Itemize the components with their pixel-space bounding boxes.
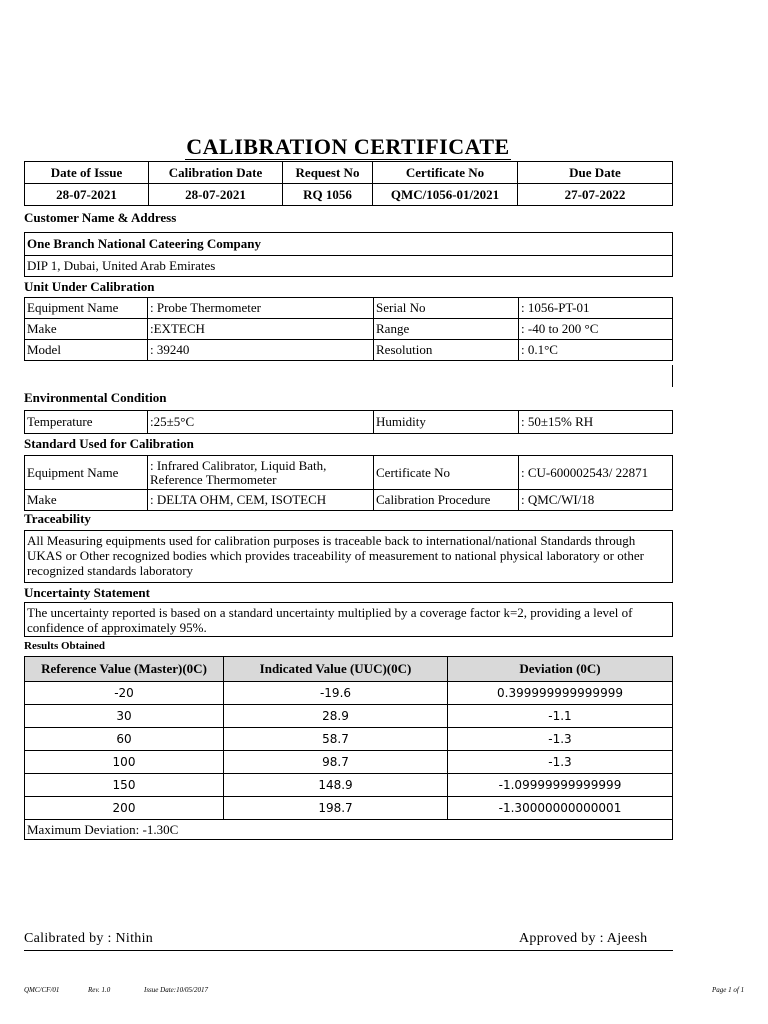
uuc-label: Range (374, 319, 519, 340)
certificate-no-label: Certificate No (373, 162, 518, 184)
standard-label: Make (25, 490, 148, 511)
reference-value-cell: 100 (25, 751, 224, 774)
revision: Rev. 1.0 (88, 986, 111, 994)
certificate-no-value: QMC/1056-01/2021 (373, 184, 518, 206)
standard-row (25, 456, 673, 490)
due-date-label: Due Date (518, 162, 673, 184)
uuc-label: Serial No (374, 298, 519, 319)
standard-label: Equipment Name (25, 456, 148, 490)
indicated-value-cell: -19.6 (224, 682, 448, 705)
uuc-row (25, 340, 673, 361)
issue-date: Issue Date:10/05/2017 (144, 986, 208, 994)
reference-value-cell: -20 (25, 682, 224, 705)
calibration-date-value: 28-07-2021 (149, 184, 283, 206)
uuc-right-border-extension (672, 365, 673, 387)
approved-by: Approved by : Ajeesh (519, 931, 648, 946)
header-values-row (25, 184, 673, 206)
customer-table (24, 232, 673, 277)
deviation-cell: -1.1 (448, 705, 673, 728)
uuc-value: : 1056-PT-01 (519, 298, 673, 319)
customer-name: One Branch National Cateering Company (25, 233, 673, 256)
standard-row (25, 490, 673, 511)
temperature-label: Temperature (25, 411, 148, 434)
uuc-value: : 0.1°C (519, 340, 673, 361)
indicated-value-cell: 148.9 (224, 774, 448, 797)
uuc-value: :EXTECH (148, 319, 374, 340)
reference-value-header: Reference Value (Master)(0C) (25, 657, 224, 682)
deviation-cell: -1.30000000000001 (448, 797, 673, 820)
standard-value: : QMC/WI/18 (519, 490, 673, 511)
standard-label: Certificate No (374, 456, 519, 490)
uuc-label: Resolution (374, 340, 519, 361)
uuc-table (24, 297, 673, 361)
uuc-value: : Probe Thermometer (148, 298, 374, 319)
uuc-row (25, 319, 673, 340)
uuc-label: Make (25, 319, 148, 340)
max-deviation-row (25, 820, 673, 840)
customer-address: DIP 1, Dubai, United Arab Emirates (25, 256, 673, 277)
form-code: QMC/CF/01 (24, 986, 60, 994)
calibrated-by: Calibrated by : Nithin (24, 931, 154, 946)
standard-label: Calibration Procedure (374, 490, 519, 511)
date-of-issue-value: 28-07-2021 (25, 184, 149, 206)
customer-section-label: Customer Name & Address (24, 210, 177, 225)
deviation-header: Deviation (0C) (448, 657, 673, 682)
request-no-label: Request No (283, 162, 373, 184)
table-row (25, 728, 673, 751)
uuc-label: Model (25, 340, 148, 361)
standard-value: : DELTA OHM, CEM, ISOTECH (148, 490, 374, 511)
indicated-value-cell: 58.7 (224, 728, 448, 751)
calibration-date-label: Calibration Date (149, 162, 283, 184)
standard-section-label: Standard Used for Calibration (24, 436, 194, 451)
uuc-section-label: Unit Under Calibration (24, 279, 155, 294)
results-header-row (25, 657, 673, 682)
date-of-issue-label: Date of Issue (25, 162, 149, 184)
uncertainty-text: The uncertainty reported is based on a standard uncertainty multiplied by a coverage factor k=2, providing a level of confidence of approximately 95%. (24, 602, 673, 637)
page-number: Page 1 of 1 (712, 986, 745, 994)
uuc-label: Equipment Name (25, 298, 148, 319)
table-row (25, 774, 673, 797)
standard-value: : CU-600002543/ 22871 (519, 456, 673, 490)
deviation-cell: -1.3 (448, 751, 673, 774)
temperature-value: :25±5°C (148, 411, 374, 434)
table-row (25, 682, 673, 705)
reference-value-cell: 150 (25, 774, 224, 797)
header-table (24, 161, 673, 206)
indicated-value-cell: 28.9 (224, 705, 448, 728)
indicated-value-cell: 198.7 (224, 797, 448, 820)
certificate-title: CALIBRATION CERTIFICATE (186, 134, 510, 159)
deviation-cell: -1.3 (448, 728, 673, 751)
due-date-value: 27-07-2022 (518, 184, 673, 206)
indicated-value-cell: 98.7 (224, 751, 448, 774)
traceability-section-label: Traceability (24, 511, 91, 526)
table-row (25, 751, 673, 774)
results-table (24, 656, 673, 840)
environment-table (24, 410, 673, 434)
table-row (25, 797, 673, 820)
environment-row (25, 411, 673, 434)
humidity-value: : 50±15% RH (519, 411, 673, 434)
table-row (25, 705, 673, 728)
reference-value-cell: 60 (25, 728, 224, 751)
standard-value: : Infrared Calibrator, Liquid Bath, Reference Thermometer (148, 456, 374, 490)
header-labels-row (25, 162, 673, 184)
environment-section-label: Environmental Condition (24, 390, 167, 405)
signature-divider (24, 950, 673, 951)
traceability-text: All Measuring equipments used for calibration purposes is traceable back to international/national Standards through UKAS or Other recognized bodies which provides traceability of measurement to national physical laboratory or other recognized standards laboratory (24, 530, 673, 583)
uuc-row (25, 298, 673, 319)
uncertainty-section-label: Uncertainty Statement (24, 585, 150, 600)
reference-value-cell: 30 (25, 705, 224, 728)
indicated-value-header: Indicated Value (UUC)(0C) (224, 657, 448, 682)
request-no-value: RQ 1056 (283, 184, 373, 206)
deviation-cell: 0.399999999999999 (448, 682, 673, 705)
deviation-cell: -1.09999999999999 (448, 774, 673, 797)
results-section-label: Results Obtained (24, 640, 105, 652)
reference-value-cell: 200 (25, 797, 224, 820)
humidity-label: Humidity (374, 411, 519, 434)
max-deviation: Maximum Deviation: -1.30C (25, 820, 673, 840)
uuc-value: : 39240 (148, 340, 374, 361)
standard-table (24, 455, 673, 511)
uuc-value: : -40 to 200 °C (519, 319, 673, 340)
